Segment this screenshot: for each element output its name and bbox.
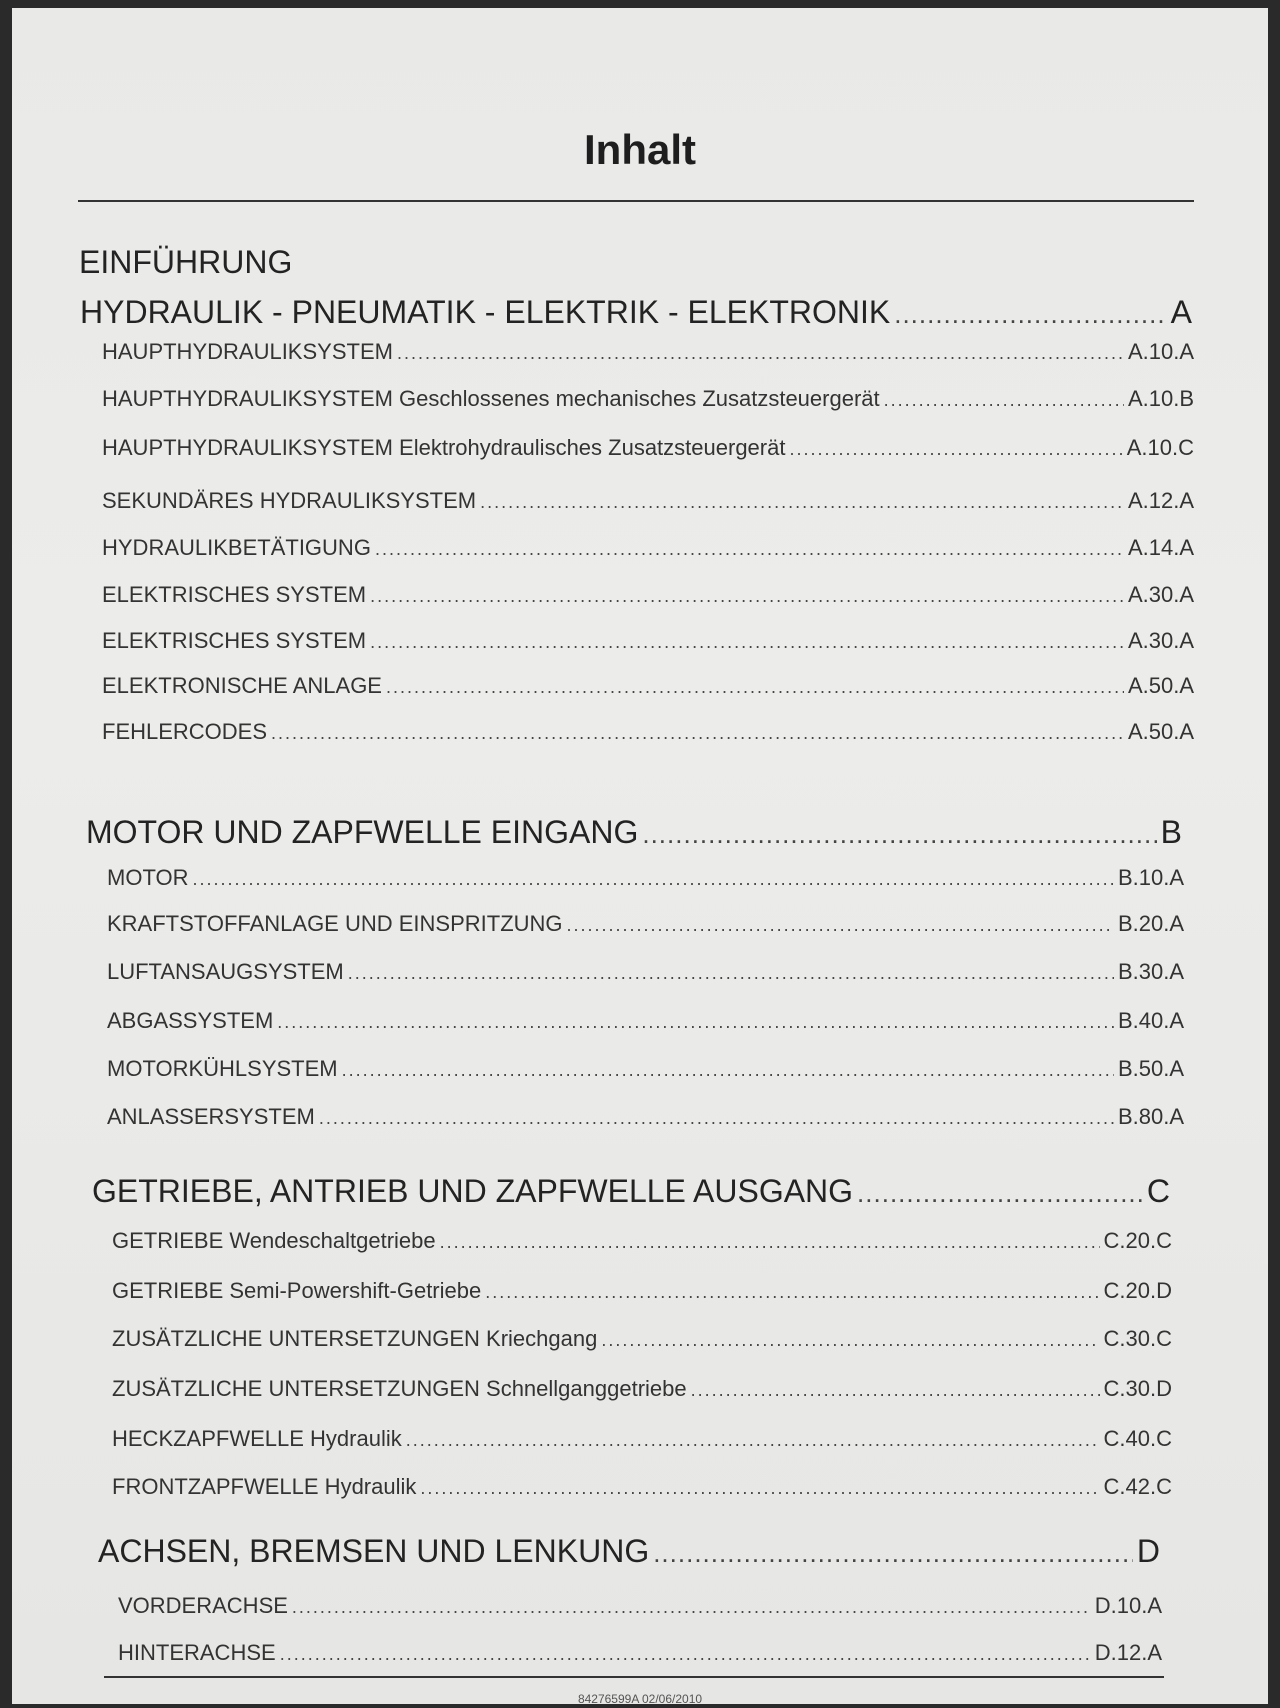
- entry-label: HAUPTHYDRAULIKSYSTEM Elektrohydraulisches Zusatzsteuergerät: [102, 435, 786, 460]
- leader-dots: [480, 492, 1124, 513]
- entry-label: KRAFTSTOFFANLAGE UND EINSPRITZUNG: [107, 911, 563, 936]
- entry-code: B.40.A: [1117, 1008, 1184, 1033]
- entry-label: MOTOR: [107, 865, 189, 890]
- leader-dots: [789, 439, 1122, 460]
- toc-entry: [107, 1104, 1184, 1130]
- entry-label: ELEKTRISCHES SYSTEM: [102, 628, 367, 653]
- toc-entry: [102, 488, 1194, 514]
- toc-entry: [112, 1326, 1172, 1352]
- toc-entry: [112, 1474, 1172, 1500]
- leader-dots: [292, 1597, 1091, 1618]
- section-title: HYDRAULIK - PNEUMATIK - ELEKTRIK - ELEKTRONIK: [80, 294, 891, 330]
- entry-code: C.30.D: [1103, 1376, 1172, 1401]
- section-heading: [86, 814, 1182, 851]
- toc-entry: [102, 673, 1194, 699]
- entry-code: A.50.A: [1127, 673, 1194, 698]
- toc-entry: [102, 719, 1194, 745]
- entry-label: HECKZAPFWELLE Hydraulik: [112, 1426, 402, 1451]
- section-heading: [80, 294, 1192, 331]
- toc-entry: [102, 535, 1194, 561]
- toc-entry: [107, 865, 1184, 891]
- leader-dots: [348, 963, 1114, 984]
- entry-code: D.10.A: [1094, 1593, 1162, 1618]
- footer-divider: [104, 1676, 1164, 1678]
- leader-dots: [277, 1012, 1114, 1033]
- toc-entry: [102, 339, 1194, 365]
- entry-code: A.12.A: [1127, 488, 1194, 513]
- entry-code: C.30.C: [1103, 1326, 1172, 1351]
- entry-code: C.20.C: [1103, 1228, 1172, 1253]
- section-heading: [92, 1173, 1170, 1210]
- leader-dots: [653, 1538, 1133, 1569]
- leader-dots: [440, 1232, 1100, 1253]
- entry-label: ELEKTRONISCHE ANLAGE: [102, 673, 382, 698]
- entry-label: GETRIEBE Wendeschaltgetriebe: [112, 1228, 436, 1253]
- toc-entry: [102, 628, 1194, 654]
- entry-code: A.10.C: [1126, 435, 1194, 460]
- toc-entry: [107, 1056, 1184, 1082]
- toc-entry: [112, 1426, 1172, 1452]
- toc-entry: [107, 911, 1184, 937]
- entry-label: FRONTZAPFWELLE Hydraulik: [112, 1474, 417, 1499]
- leader-dots: [192, 869, 1113, 890]
- leader-dots: [370, 586, 1124, 607]
- entry-label: ZUSÄTZLICHE UNTERSETZUNGEN Kriechgang: [112, 1326, 598, 1351]
- entry-label: GETRIEBE Semi-Powershift-Getriebe: [112, 1278, 482, 1303]
- leader-dots: [567, 915, 1114, 936]
- entry-code: B.80.A: [1117, 1104, 1184, 1129]
- entry-label: HYDRAULIKBETÄTIGUNG: [102, 535, 371, 560]
- leader-dots: [857, 1178, 1143, 1209]
- leader-dots: [884, 390, 1124, 411]
- toc-entry: [107, 959, 1184, 985]
- entry-label: VORDERACHSE: [118, 1593, 288, 1618]
- leader-dots: [386, 677, 1124, 698]
- leader-dots: [271, 723, 1124, 744]
- entry-code: D.12.A: [1094, 1640, 1162, 1665]
- leader-dots: [691, 1380, 1100, 1401]
- section-code: A: [1170, 294, 1192, 330]
- entry-code: A.50.A: [1127, 719, 1194, 744]
- document-page: [12, 8, 1268, 1704]
- page-title: Inhalt: [584, 126, 696, 173]
- toc-entry: [102, 386, 1194, 412]
- toc-entry: [112, 1376, 1172, 1402]
- entry-label: MOTORKÜHLSYSTEM: [107, 1056, 338, 1081]
- toc-entry: [118, 1640, 1162, 1666]
- entry-code: A.10.B: [1127, 386, 1194, 411]
- leader-dots: [280, 1644, 1091, 1665]
- leader-dots: [397, 343, 1124, 364]
- toc-entry: [102, 435, 1194, 461]
- intro-heading: EINFÜHRUNG: [79, 244, 293, 280]
- entry-code: A.14.A: [1127, 535, 1194, 560]
- section-code: D: [1136, 1533, 1160, 1569]
- entry-code: C.42.C: [1103, 1474, 1172, 1499]
- leader-dots: [406, 1430, 1100, 1451]
- footer-reference: 84276599A 02/06/2010: [577, 1692, 703, 1706]
- title-divider: [78, 200, 1194, 202]
- entry-label: ZUSÄTZLICHE UNTERSETZUNGEN Schnellganggetriebe: [112, 1376, 687, 1401]
- leader-dots: [319, 1108, 1114, 1129]
- entry-code: B.10.A: [1117, 865, 1184, 890]
- section-heading: [98, 1533, 1160, 1570]
- toc-entry: [112, 1228, 1172, 1254]
- toc-entry: [107, 1008, 1184, 1034]
- entry-code: B.20.A: [1117, 911, 1184, 936]
- entry-label: FEHLERCODES: [102, 719, 268, 744]
- entry-code: C.20.D: [1103, 1278, 1172, 1303]
- entry-label: HAUPTHYDRAULIKSYSTEM Geschlossenes mechanisches Zusatzsteuergerät: [102, 386, 880, 411]
- entry-code: A.10.A: [1127, 339, 1194, 364]
- leader-dots: [485, 1282, 1099, 1303]
- entry-code: A.30.A: [1127, 582, 1194, 607]
- section-title: GETRIEBE, ANTRIEB UND ZAPFWELLE AUSGANG: [92, 1173, 854, 1209]
- leader-dots: [342, 1060, 1114, 1081]
- toc-entry: [112, 1278, 1172, 1304]
- entry-label: ANLASSERSYSTEM: [107, 1104, 315, 1129]
- section-code: C: [1146, 1173, 1170, 1209]
- section-title: ACHSEN, BREMSEN UND LENKUNG: [98, 1533, 650, 1569]
- leader-dots: [370, 632, 1124, 653]
- section-title: MOTOR UND ZAPFWELLE EINGANG: [86, 814, 639, 850]
- entry-label: ELEKTRISCHES SYSTEM: [102, 582, 367, 607]
- leader-dots: [601, 1330, 1099, 1351]
- entry-label: SEKUNDÄRES HYDRAULIKSYSTEM: [102, 488, 477, 513]
- entry-label: ABGASSYSTEM: [107, 1008, 274, 1033]
- entry-code: B.50.A: [1117, 1056, 1184, 1081]
- entry-label: HAUPTHYDRAULIKSYSTEM: [102, 339, 393, 364]
- entry-code: C.40.C: [1103, 1426, 1172, 1451]
- leader-dots: [642, 819, 1156, 850]
- toc-entry: [118, 1593, 1162, 1619]
- entry-label: LUFTANSAUGSYSTEM: [107, 959, 344, 984]
- leader-dots: [420, 1478, 1099, 1499]
- entry-code: A.30.A: [1127, 628, 1194, 653]
- entry-code: B.30.A: [1117, 959, 1184, 984]
- toc-entry: [102, 582, 1194, 608]
- leader-dots: [375, 539, 1124, 560]
- section-code: B: [1160, 814, 1182, 850]
- leader-dots: [894, 299, 1166, 330]
- entry-label: HINTERACHSE: [118, 1640, 276, 1665]
